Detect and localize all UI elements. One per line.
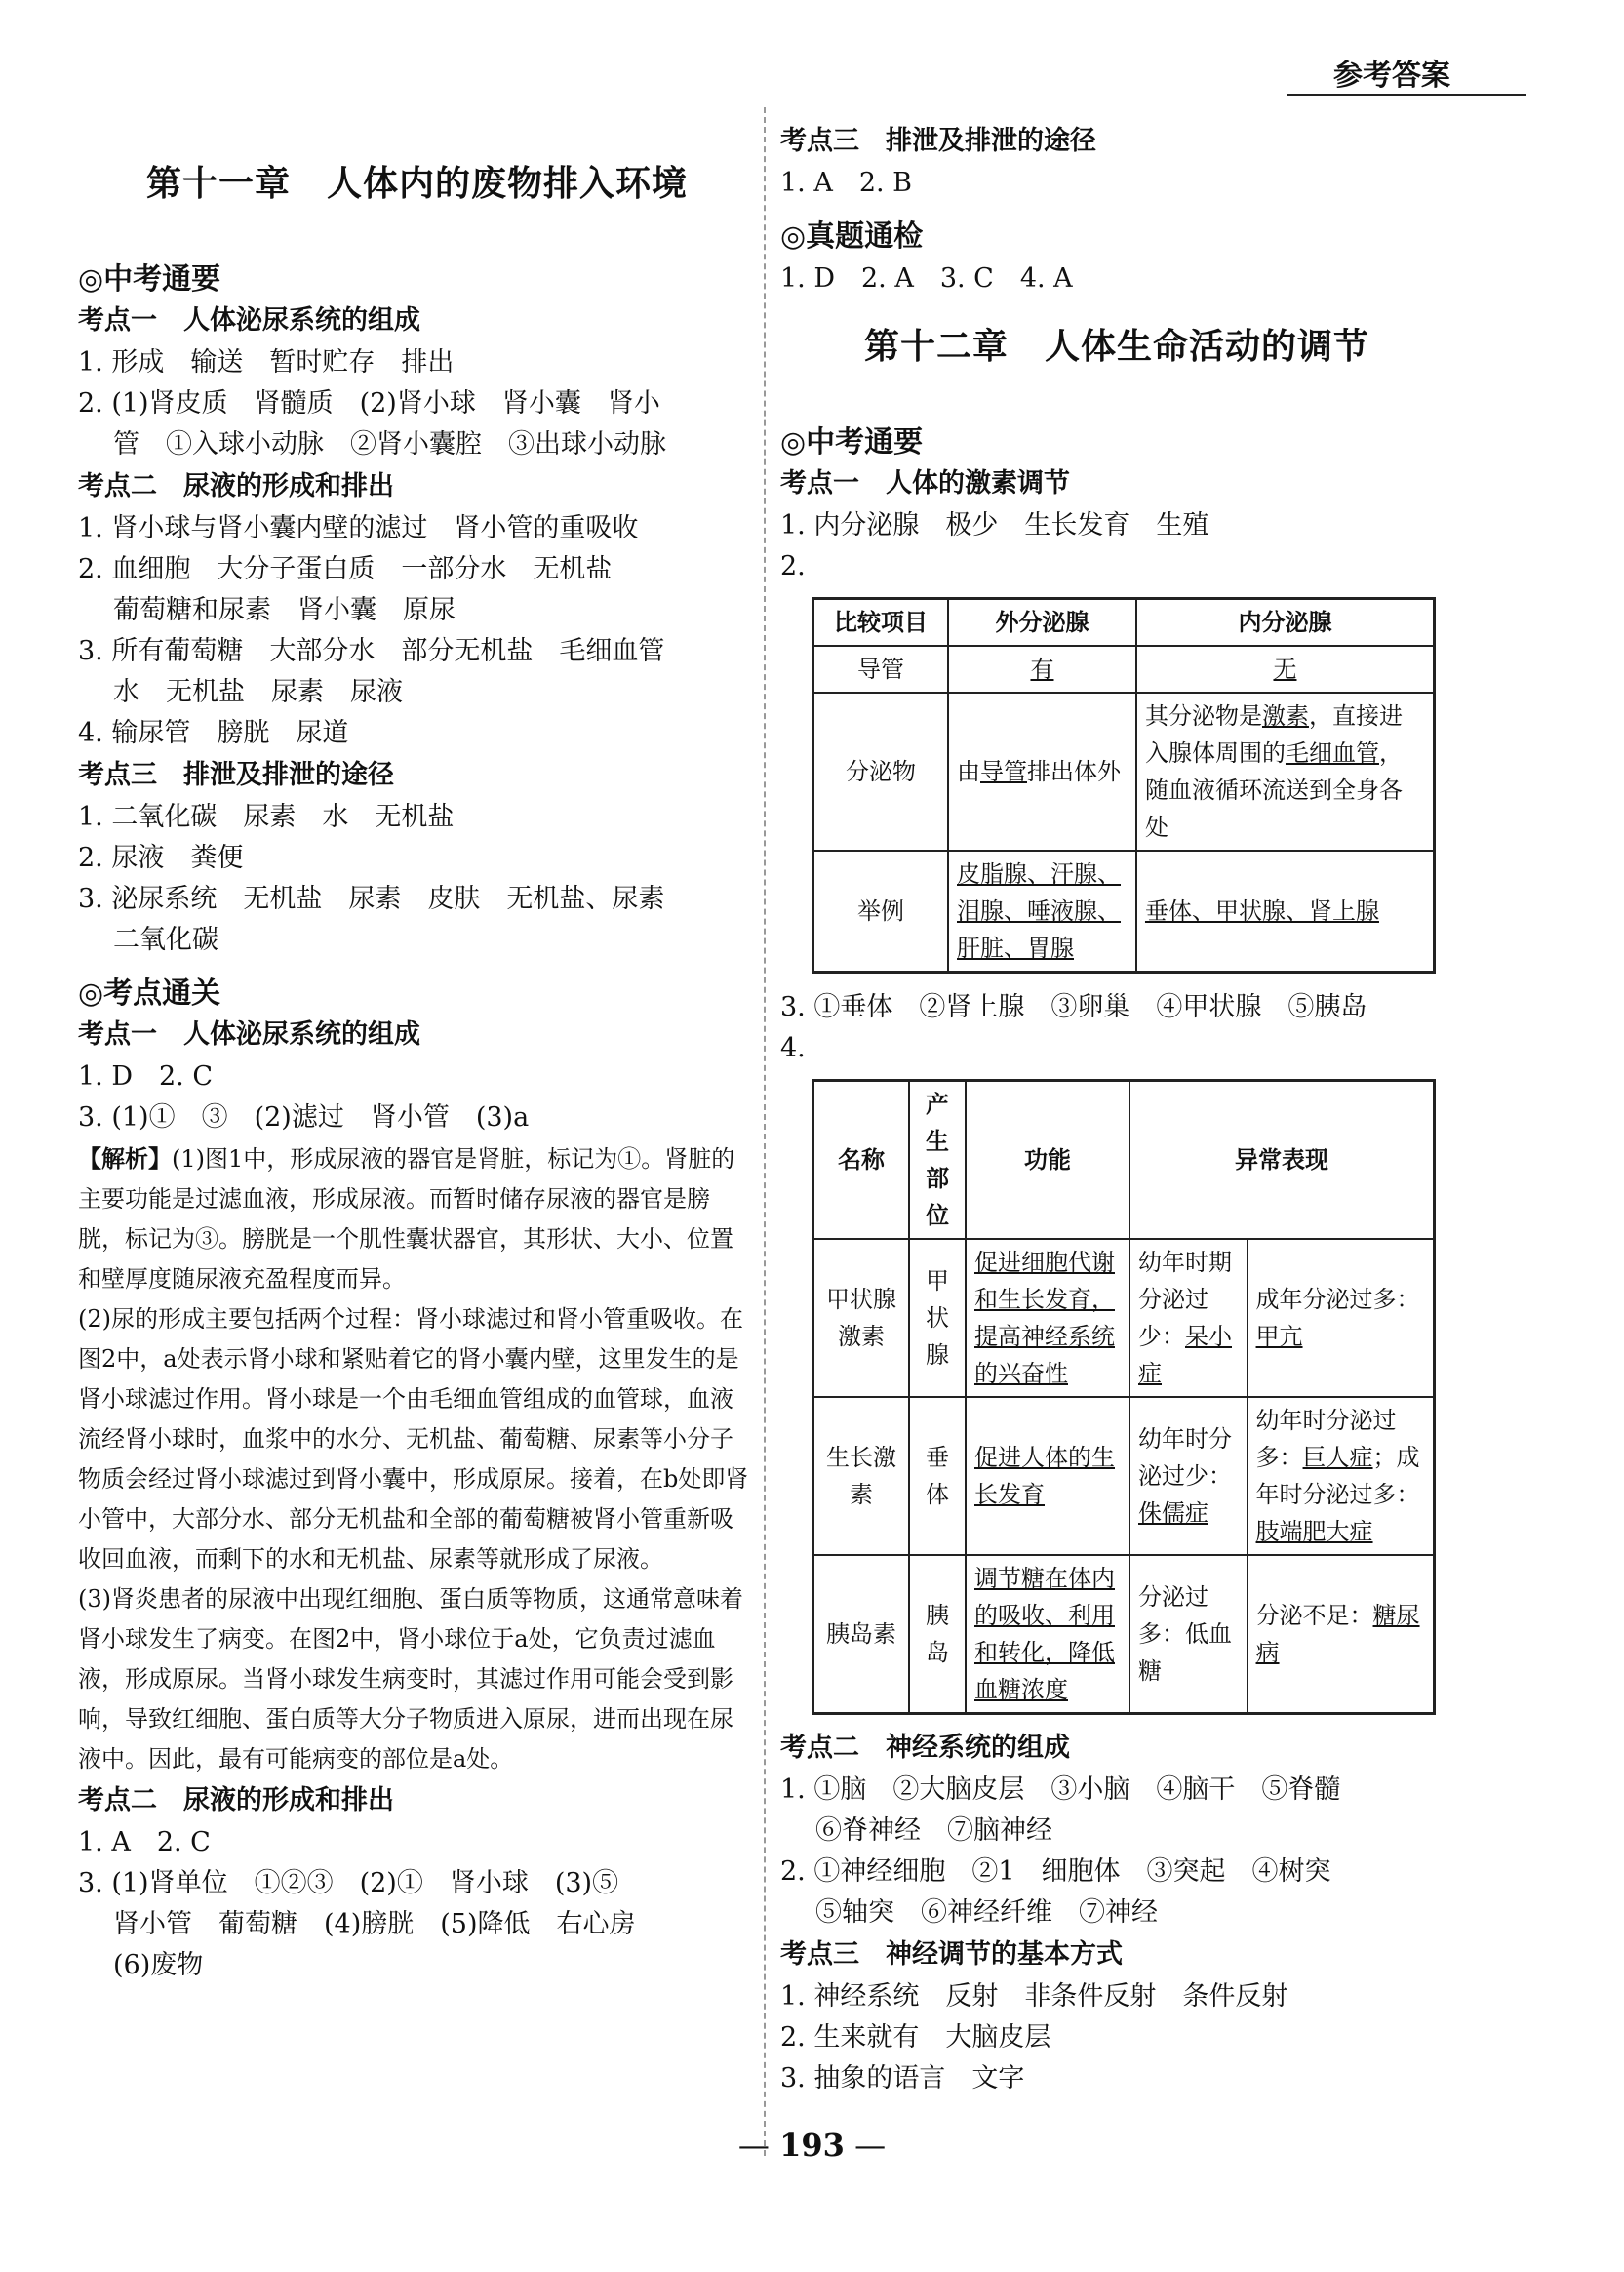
- analysis-para: (3)肾炎患者的尿液中出现红细胞、蛋白质等物质，这通常意味着肾小球发生了病变。在图2中，肾小球位于a处，它负责过滤血液，形成原尿。当肾小球发生病变时，其滤过作用可能会受到影响，导致红细胞、蛋白质等大分子物质进入原尿，进而出现在尿液中。因此，最有可能病变的部位是a处。: [78, 1585, 743, 1773]
- section-heading: ◎中考通要: [78, 262, 221, 297]
- table-cell: [1248, 1397, 1435, 1555]
- table-cell: [966, 1397, 1129, 1555]
- table-cell: 甲状腺激素: [813, 1239, 910, 1397]
- answer-line: 1. 肾小球与肾小囊内壁的滤过 肾小管的重吸收: [78, 513, 639, 543]
- text: 分泌过多：低血糖: [1138, 1583, 1232, 1685]
- table-cell: 垂体: [909, 1397, 966, 1555]
- text: ，随血液循环流送到全身各处: [1144, 739, 1403, 841]
- answer-line: 3. (1)① ③ (2)滤过 肾小管 (3)a: [78, 1102, 530, 1133]
- table-cell: [1136, 851, 1435, 973]
- answer-line: 4.: [780, 1033, 806, 1063]
- answer-line: 3. (1)肾单位 ①②③ (2)① 肾小球 (3)⑤: [78, 1868, 619, 1898]
- table-header: 外分泌腺: [948, 599, 1136, 647]
- answer-underlined: 激素: [1261, 702, 1309, 730]
- answer-line: 2. ①神经细胞 ②1 细胞体 ③突起 ④树突: [780, 1856, 1331, 1887]
- text: 分泌不足：: [1255, 1602, 1373, 1629]
- table-row: [813, 851, 1435, 973]
- answer-line: 2. (1)肾皮质 肾髓质 (2)肾小球 肾小囊 肾小: [78, 388, 660, 419]
- answer-underlined: 垂体、甲状腺、肾上腺: [1144, 897, 1379, 925]
- text: 幼年时分泌过多：: [1255, 1407, 1397, 1471]
- answer-line: 1. 二氧化碳 尿素 水 无机盐: [78, 802, 455, 832]
- table-header: 产生部位: [909, 1081, 966, 1240]
- table-header: 异常表现: [1129, 1081, 1435, 1240]
- table-cell: [1248, 1555, 1435, 1714]
- table-cell: 生长激素: [813, 1397, 910, 1555]
- table-header: 内分泌腺: [1136, 599, 1435, 647]
- answer-underlined: 调节糖在体内的吸收、利用和转化，降低血糖浓度: [974, 1565, 1115, 1703]
- answer-underlined: 巨人症: [1302, 1444, 1373, 1471]
- answer-underlined: 甲亢: [1255, 1323, 1303, 1350]
- kp-heading: 考点二 尿液的形成和排出: [78, 1785, 394, 1815]
- answer-line: 3. 泌尿系统 无机盐 尿素 皮肤 无机盐、尿素: [78, 884, 665, 914]
- kp-heading: 考点一 人体泌尿系统的组成: [78, 1019, 420, 1050]
- answer-line: 2.: [780, 551, 806, 581]
- table-row: [813, 1555, 1435, 1714]
- table-cell: 胰岛素: [813, 1555, 910, 1714]
- answer-line: 3. 所有葡萄糖 大部分水 部分无机盐 毛细血管: [78, 636, 665, 666]
- text: 其分泌物是: [1144, 702, 1262, 730]
- analysis-para: [78, 1138, 756, 1299]
- page-number-value: 193: [779, 2127, 845, 2164]
- answer-line: 1. 神经系统 反射 非条件反射 条件反射: [780, 1981, 1288, 2012]
- text: 幼年时分泌过少：: [1138, 1425, 1232, 1490]
- answer-underlined: 促进人体的生长发育: [974, 1444, 1115, 1508]
- answer-line: 1. 内分泌腺 极少 生长发育 生殖: [780, 510, 1209, 540]
- answer-line: ⑤轴突 ⑥神经纤维 ⑦神经: [815, 1897, 1158, 1928]
- text: 由: [957, 758, 980, 785]
- table-header: 功能: [966, 1081, 1129, 1240]
- gland-comparison-table: [812, 597, 1436, 974]
- answer-underlined: 导管: [980, 758, 1027, 785]
- table-cell: [948, 851, 1136, 973]
- answer-underlined: 肢端肥大症: [1255, 1518, 1373, 1545]
- answer-underlined: 糖尿病: [1255, 1602, 1420, 1666]
- right-column: [780, 112, 1453, 2099]
- kp-heading: 考点二 尿液的形成和排出: [78, 471, 394, 501]
- answer-line: (6)废物: [113, 1950, 204, 1980]
- answer-underlined: 侏儒症: [1138, 1499, 1208, 1527]
- answer-line: 2. 血细胞 大分子蛋白质 一部分水 无机盐: [78, 554, 613, 584]
- table-cell: [948, 693, 1136, 851]
- answer-underlined: 有: [1030, 656, 1054, 683]
- table-cell: [1129, 1555, 1248, 1714]
- answer-line: 肾小管 葡萄糖 (4)膀胱 (5)降低 右心房: [113, 1909, 636, 1939]
- hormone-table: [812, 1079, 1436, 1715]
- table-row: [813, 693, 1435, 851]
- kp-heading: 考点三 排泄及排泄的途径: [780, 126, 1096, 156]
- answer-line: 1. D 2. C: [78, 1061, 213, 1092]
- answer-line: 3. 抽象的语言 文字: [780, 2063, 1025, 2093]
- answer-line: 葡萄糖和尿素 肾小囊 原尿: [113, 595, 456, 625]
- table-cell: 分泌物: [813, 693, 949, 851]
- table-header-row: [813, 599, 1435, 647]
- analysis-block: [78, 1138, 756, 1779]
- table-cell: 举例: [813, 851, 949, 973]
- table-header: 名称: [813, 1081, 910, 1240]
- answer-line: 1. 形成 输送 暂时贮存 排出: [78, 347, 455, 378]
- table-cell: [966, 1239, 1129, 1397]
- analysis-text: (1)图1中，形成尿液的器官是肾脏，标记为①。肾脏的主要功能是过滤血液，形成尿液。而暂时储存尿液的器官是膀胱，标记为③。膀胱是一个肌性囊状器官，其形状、大小、位置和壁厚度随尿液充盈程度而异。: [78, 1145, 735, 1293]
- table-cell: [948, 646, 1136, 693]
- answer-underlined: 呆小症: [1138, 1323, 1232, 1387]
- table-row: [813, 1397, 1435, 1555]
- answer-line: 2. 生来就有 大脑皮层: [780, 2022, 1051, 2053]
- table-cell: 导管: [813, 646, 949, 693]
- text: 成年分泌过多：: [1255, 1286, 1420, 1313]
- answer-line: 2. 尿液 粪便: [78, 843, 244, 873]
- chapter-12-title: 第十二章 人体生命活动的调节: [863, 326, 1369, 367]
- answer-line: 水 无机盐 尿素 尿液: [113, 677, 403, 707]
- kp-heading: 考点三 神经调节的基本方式: [780, 1939, 1123, 1970]
- kp-heading: 考点一 人体泌尿系统的组成: [78, 305, 420, 336]
- answer-line: ⑥脊神经 ⑦脑神经: [815, 1815, 1052, 1846]
- header-rule: [1287, 94, 1526, 96]
- table-cell: [1248, 1239, 1435, 1397]
- table-cell: [966, 1555, 1129, 1714]
- text: 幼年时期分泌过少：: [1138, 1249, 1232, 1350]
- table-cell: [1129, 1239, 1248, 1397]
- table-row: [813, 1239, 1435, 1397]
- table-cell: [1136, 693, 1435, 851]
- left-column: [78, 112, 756, 1986]
- analysis-label: 【解析】: [78, 1144, 172, 1173]
- table-cell: [1129, 1397, 1248, 1555]
- section-heading: ◎考点通关: [78, 977, 221, 1011]
- kp-heading: 考点一 人体的激素调节: [780, 468, 1070, 498]
- table-cell: 甲状腺: [909, 1239, 966, 1397]
- answer-underlined: 皮脂腺、汗腺、泪腺、唾液腺、肝脏、胃腺: [957, 860, 1121, 962]
- section-heading: ◎中考通要: [780, 425, 924, 459]
- kp-heading: 考点二 神经系统的组成: [780, 1733, 1070, 1763]
- answer-line: 1. D 2. A 3. C 4. A: [780, 263, 1073, 294]
- answer-line: 管 ①入球小动脉 ②肾小囊腔 ③出球小动脉: [113, 429, 666, 459]
- answer-line: 1. ①脑 ②大脑皮层 ③小脑 ④脑干 ⑤脊髓: [780, 1774, 1341, 1805]
- analysis-para: (2)尿的形成主要包括两个过程：肾小球滤过和肾小管重吸收。在图2中，a处表示肾小球和紧贴着它的肾小囊内壁，这里发生的是肾小球滤过作用。肾小球是一个由毛细血管组成的血管球，血液流经肾小球时，血浆中的水分、无机盐、葡萄糖、尿素等小分子物质会经过肾小球滤过到肾小囊中，形成原尿。接着，在b处即肾小管中，大部分水、部分无机盐和全部的葡萄糖被肾小管重新吸收回血液，而剩下的水和无机盐、尿素等就形成了尿液。: [78, 1305, 749, 1573]
- chapter-11-title: 第十一章 人体内的废物排入环境: [145, 163, 688, 204]
- answer-line: 1. A 2. B: [780, 168, 913, 198]
- text: ，直接进入腺体周围的: [1144, 702, 1403, 767]
- section-heading: ◎真题通检: [780, 219, 924, 254]
- answer-underlined: 促进细胞代谢和生长发育，提高神经系统的兴奋性: [974, 1249, 1115, 1387]
- table-cell: [1136, 646, 1435, 693]
- table-header-row: [813, 1081, 1435, 1240]
- answer-line: 1. A 2. C: [78, 1827, 211, 1857]
- page-header: 参考答案: [1333, 59, 1450, 93]
- column-divider: [764, 107, 766, 2156]
- answer-underlined: 无: [1273, 656, 1297, 683]
- answer-underlined: 毛细血管: [1285, 739, 1379, 767]
- text: 排出体外: [1027, 758, 1121, 785]
- page-number: — 193 —: [737, 2127, 887, 2164]
- answer-line: 4. 输尿管 膀胱 尿道: [78, 718, 349, 748]
- text: ；成年时分泌过多：: [1255, 1444, 1420, 1508]
- table-header: 比较项目: [813, 599, 949, 647]
- answer-line: 3. ①垂体 ②肾上腺 ③卵巢 ④甲状腺 ⑤胰岛: [780, 992, 1367, 1022]
- answer-line: 二氧化碳: [113, 925, 218, 955]
- table-row: [813, 646, 1435, 693]
- kp-heading: 考点三 排泄及排泄的途径: [78, 760, 394, 790]
- table-cell: 胰岛: [909, 1555, 966, 1714]
